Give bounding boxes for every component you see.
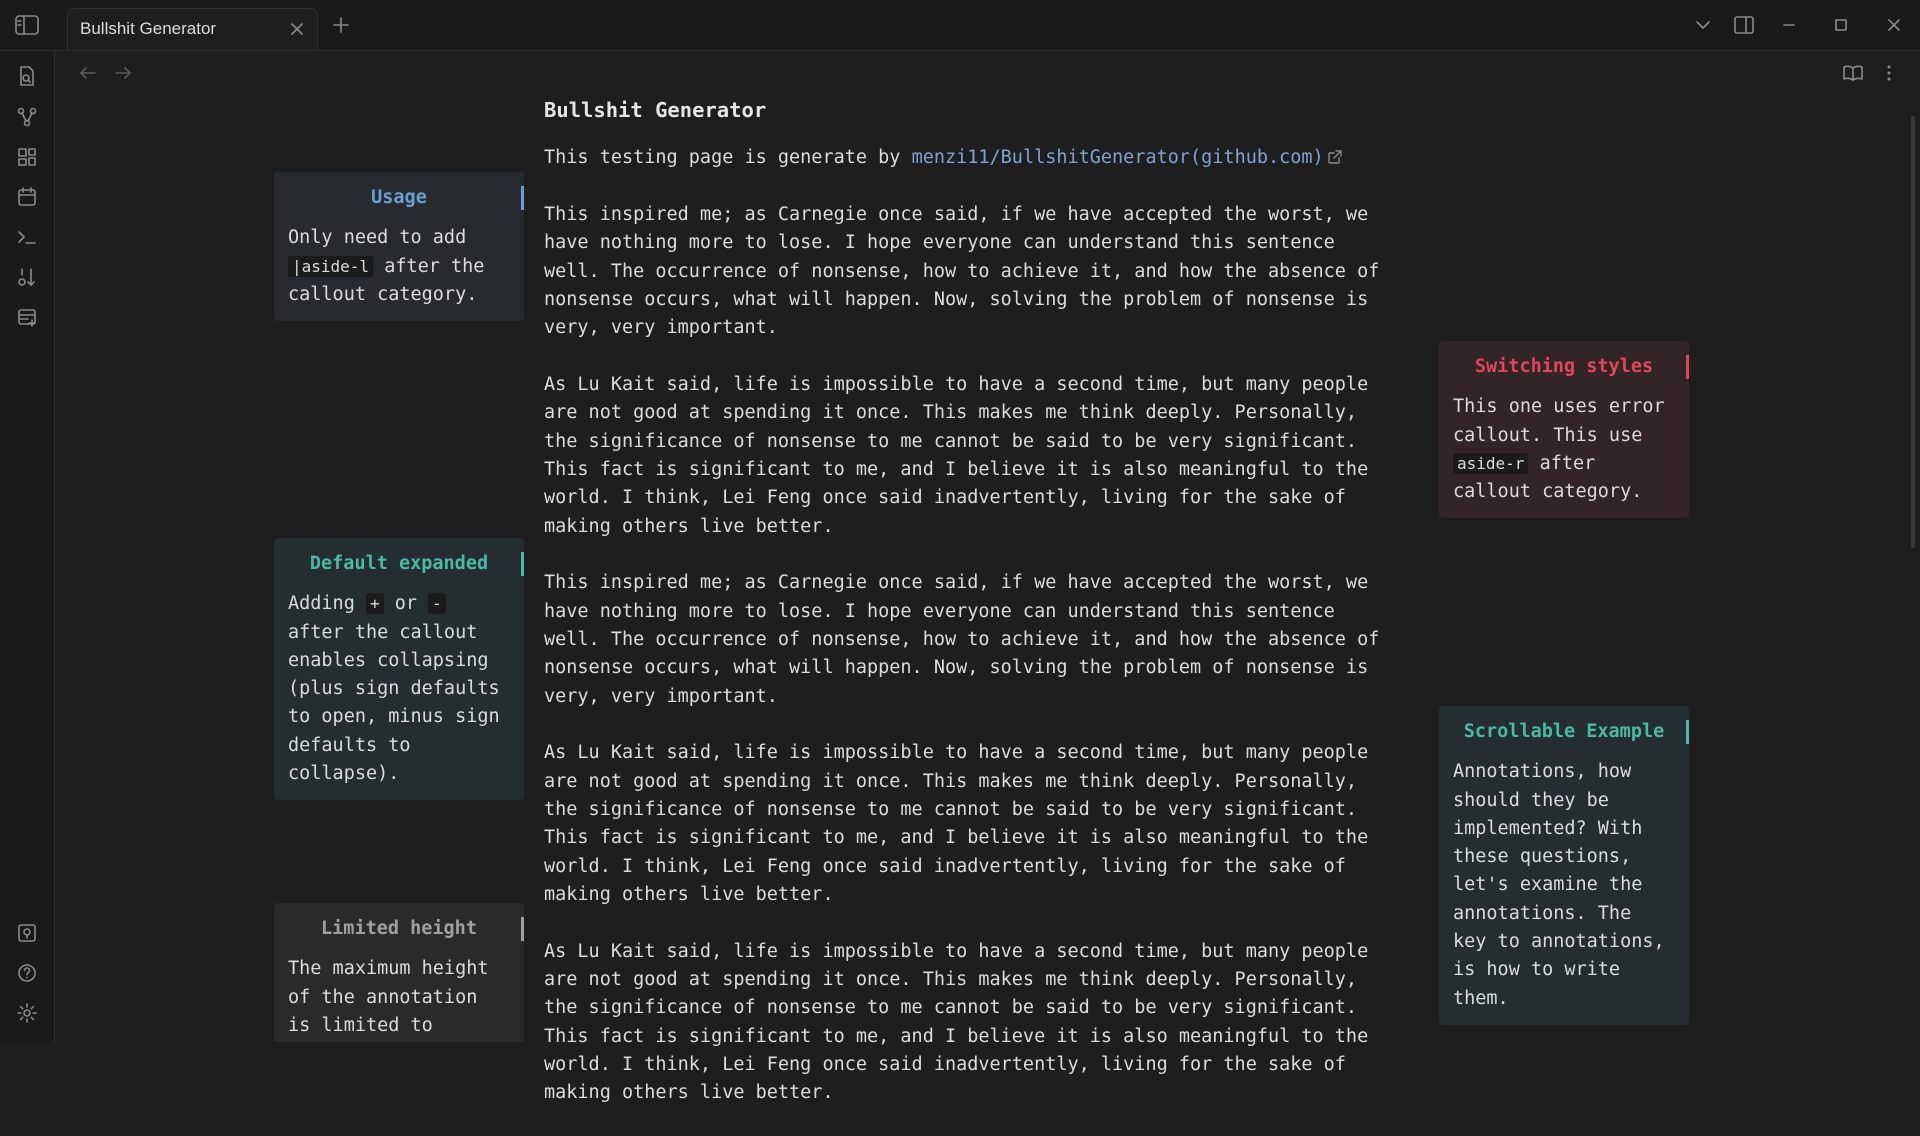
inline-code: aside-r [1453,453,1528,474]
tab-bar [0,0,1920,51]
right-sidebar-toggle-icon[interactable] [1733,14,1755,36]
close-icon[interactable] [289,21,305,37]
inline-code: |aside-l [288,256,373,277]
callout-body: This one uses error callout. This use aside-r after callout category. [1453,396,1665,503]
note-content [544,96,1389,1136]
callout-accent-bar [1686,720,1689,744]
callout-accent-bar [521,552,524,576]
maximize-icon[interactable] [1830,14,1852,36]
callout-body: Adding + or - after the callout enables collapsing (plus sign defaults to open, minus sign defaults to collapse). [288,593,500,785]
tab-list-chevron-down-icon[interactable] [1692,14,1714,36]
callout-switching-styles [1439,341,1689,518]
new-tab-plus-icon[interactable] [332,16,350,34]
callout-body: The maximum height of the annotation is limited to [288,958,489,1036]
inline-code: - [428,593,446,614]
callout-usage [274,172,524,321]
callout-title: Default expanded [288,550,510,578]
more-options-icon[interactable] [1878,62,1900,84]
callout-body: Only need to add |aside-l after the callout category. [288,227,485,305]
close-window-icon[interactable] [1883,14,1905,36]
graph-view-icon[interactable] [16,106,38,128]
templates-icon[interactable] [16,306,38,328]
external-link-text: menzi11/BullshitGenerator(github.com) [911,147,1324,169]
tab-title: Bullshit Generator [80,19,217,38]
sort-numbers-icon[interactable] [16,266,38,288]
body-paragraph: As Lu Kait said, life is impossible to have a second time, but many people are not good at spending it once. This makes me think deeply. Personally, the significance of nonsense to me cannot be said to be very significant. This fact is significant to me, and I believe it is also meaningful to the world. I think, Lei Feng once said inadvertently, living for the sake of making others live better. [544,940,1369,1104]
external-link[interactable] [912,147,1343,168]
callout-title: Switching styles [1453,353,1675,381]
page-title: Bullshit Generator [544,98,767,122]
callout-title: Scrollable Example [1453,718,1675,746]
vault-switcher-icon[interactable] [16,922,38,944]
quick-switcher-icon[interactable] [16,65,38,87]
callout-accent-bar [521,186,524,210]
calendar-icon[interactable] [16,186,38,208]
callout-title: Usage [288,184,510,212]
intro-paragraph [544,144,1389,172]
settings-gear-icon[interactable] [16,1002,38,1024]
callout-limited-height [274,903,524,1042]
callout-default-expanded [274,538,524,800]
callout-body: Annotations, how should they be implemented? With these questions, let's examine the annotations. The key to annotations, is how to write them. [1453,761,1665,1009]
help-icon[interactable] [16,962,38,984]
callout-title: Limited height [288,915,510,943]
body-paragraph: As Lu Kait said, life is impossible to have a second time, but many people are not good at spending it once. This makes me think deeply. Personally, the significance of nonsense to me cannot be said to be very significant. This fact is significant to me, and I believe it is also meaningful to the world. I think, Lei Feng once said inadvertently, living for the sake of making others live better. [544,742,1369,905]
scrollbar[interactable] [1911,116,1915,548]
canvas-grid-icon[interactable] [16,146,38,168]
minimize-icon[interactable] [1778,14,1800,36]
command-palette-icon[interactable] [16,226,38,248]
inline-code: + [366,593,384,614]
body-paragraph: This inspired me; as Carnegie once said, if we have accepted the worst, we have nothing more to lose. I hope everyone can understand this sentence well. The occurrence of nonsense, how to achieve it, and how the absence of nonsense occurs, what will happen. Now, solving the problem of nonsense is very, very important. [544,572,1380,707]
back-arrow-icon[interactable] [78,64,98,82]
callout-accent-bar [1686,355,1689,379]
forward-arrow-icon[interactable] [113,64,133,82]
reading-view-book-icon[interactable] [1842,62,1864,84]
tab-active[interactable] [67,8,318,50]
external-link-icon [1327,149,1343,165]
callout-scrollable-example[interactable] [1439,706,1689,1025]
sidebar-toggle-icon[interactable] [14,14,40,36]
intro-text: This testing page is generate by [544,147,912,169]
body-paragraph: This inspired me; as Carnegie once said, if we have accepted the worst, we have nothing more to lose. I hope everyone can understand this sentence well. The occurrence of nonsense, how to achieve it, and how the absence of nonsense occurs, what will happen. Now, solving the problem of nonsense is very, very important. [544,204,1380,339]
callout-accent-bar [521,917,524,941]
body-paragraph: As Lu Kait said, life is impossible to have a second time, but many people are not good at spending it once. This makes me think deeply. Personally, the significance of nonsense to me cannot be said to be very significant. This fact is significant to me, and I believe it is also meaningful to the world. I think, Lei Feng once said inadvertently, living for the sake of making others live better. [544,374,1369,537]
left-ribbon [0,51,55,1042]
